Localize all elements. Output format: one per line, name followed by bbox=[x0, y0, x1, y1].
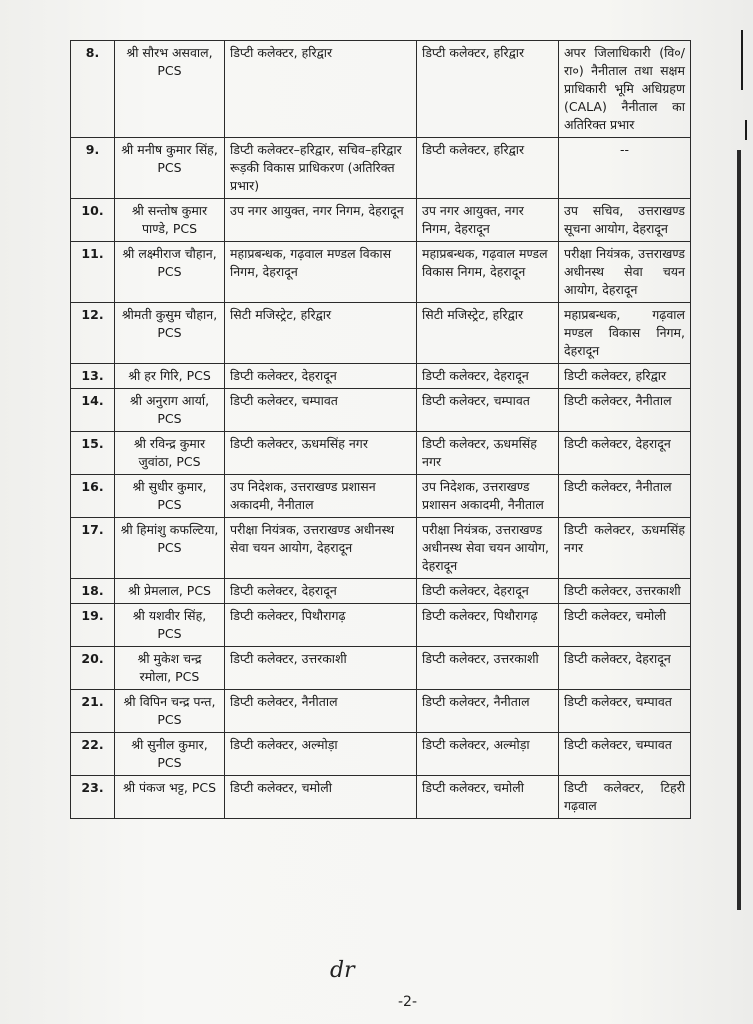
table-row bbox=[71, 475, 691, 518]
current-posting: डिप्टी कलेक्टर, हरिद्वार bbox=[225, 41, 417, 138]
new-posting: डिप्टी कलेक्टर, नैनीताल bbox=[417, 690, 559, 733]
additional-charge: डिप्टी कलेक्टर, टिहरी गढ़वाल bbox=[559, 776, 691, 819]
table-row bbox=[71, 604, 691, 647]
table-row bbox=[71, 579, 691, 604]
table-row bbox=[71, 41, 691, 138]
page-number: -2- bbox=[398, 994, 418, 1010]
serial-number: 12. bbox=[71, 303, 115, 364]
additional-charge: डिप्टी कलेक्टर, नैनीताल bbox=[559, 475, 691, 518]
officer-name: श्री पंकज भट्ट, PCS bbox=[115, 776, 225, 819]
additional-charge: डिप्टी कलेक्टर, नैनीताल bbox=[559, 389, 691, 432]
officer-name: श्रीमती कुसुम चौहान, PCS bbox=[115, 303, 225, 364]
serial-number: 22. bbox=[71, 733, 115, 776]
new-posting: डिप्टी कलेक्टर, देहरादून bbox=[417, 579, 559, 604]
transfer-table bbox=[70, 40, 691, 819]
transfer-table-body bbox=[71, 41, 691, 819]
table-row bbox=[71, 364, 691, 389]
serial-number: 23. bbox=[71, 776, 115, 819]
officer-name: श्री मनीष कुमार सिंह, PCS bbox=[115, 138, 225, 199]
current-posting: डिप्टी कलेक्टर, नैनीताल bbox=[225, 690, 417, 733]
new-posting: डिप्टी कलेक्टर, देहरादून bbox=[417, 364, 559, 389]
current-posting: डिप्टी कलेक्टर, चम्पावत bbox=[225, 389, 417, 432]
additional-charge: डिप्टी कलेक्टर, हरिद्वार bbox=[559, 364, 691, 389]
officer-name: श्री सौरभ असवाल, PCS bbox=[115, 41, 225, 138]
additional-charge: डिप्टी कलेक्टर, चमोली bbox=[559, 604, 691, 647]
current-posting: डिप्टी कलेक्टर, ऊधमसिंह नगर bbox=[225, 432, 417, 475]
current-posting: डिप्टी कलेक्टर, चमोली bbox=[225, 776, 417, 819]
current-posting: उप निदेशक, उत्तराखण्ड प्रशासन अकादमी, नैनीताल bbox=[225, 475, 417, 518]
new-posting: डिप्टी कलेक्टर, अल्मोड़ा bbox=[417, 733, 559, 776]
table-row bbox=[71, 389, 691, 432]
current-posting: डिप्टी कलेक्टर–हरिद्वार, सचिव–हरिद्वार रूड़की विकास प्राधिकरण (अतिरिक्त प्रभार) bbox=[225, 138, 417, 199]
new-posting: सिटी मजिस्ट्रेट, हरिद्वार bbox=[417, 303, 559, 364]
additional-charge: महाप्रबन्धक, गढ़वाल मण्डल विकास निगम, देहरादून bbox=[559, 303, 691, 364]
officer-name: श्री लक्ष्मीराज चौहान, PCS bbox=[115, 242, 225, 303]
table-row bbox=[71, 138, 691, 199]
officer-name: श्री विपिन चन्द्र पन्त, PCS bbox=[115, 690, 225, 733]
officer-name: श्री सुनील कुमार, PCS bbox=[115, 733, 225, 776]
serial-number: 19. bbox=[71, 604, 115, 647]
officer-name: श्री प्रेमलाल, PCS bbox=[115, 579, 225, 604]
current-posting: डिप्टी कलेक्टर, पिथौरागढ़ bbox=[225, 604, 417, 647]
additional-charge: डिप्टी कलेक्टर, चम्पावत bbox=[559, 733, 691, 776]
additional-charge: डिप्टी कलेक्टर, देहरादून bbox=[559, 647, 691, 690]
current-posting: परीक्षा नियंत्रक, उत्तराखण्ड अधीनस्थ सेवा चयन आयोग, देहरादून bbox=[225, 518, 417, 579]
table-row bbox=[71, 733, 691, 776]
officer-name: श्री मुकेश चन्द्र रमोला, PCS bbox=[115, 647, 225, 690]
new-posting: डिप्टी कलेक्टर, हरिद्वार bbox=[417, 41, 559, 138]
new-posting: डिप्टी कलेक्टर, पिथौरागढ़ bbox=[417, 604, 559, 647]
current-posting: उप नगर आयुक्त, नगर निगम, देहरादून bbox=[225, 199, 417, 242]
new-posting: डिप्टी कलेक्टर, चम्पावत bbox=[417, 389, 559, 432]
additional-charge: डिप्टी कलेक्टर, उत्तरकाशी bbox=[559, 579, 691, 604]
table-row bbox=[71, 242, 691, 303]
officer-name: श्री रविन्द्र कुमार जुवांठा, PCS bbox=[115, 432, 225, 475]
new-posting: डिप्टी कलेक्टर, हरिद्वार bbox=[417, 138, 559, 199]
table-row bbox=[71, 303, 691, 364]
serial-number: 18. bbox=[71, 579, 115, 604]
table-row bbox=[71, 199, 691, 242]
new-posting: परीक्षा नियंत्रक, उत्तराखण्ड अधीनस्थ सेवा चयन आयोग, देहरादून bbox=[417, 518, 559, 579]
additional-charge: उप सचिव, उत्तराखण्ड सूचना आयोग, देहरादून bbox=[559, 199, 691, 242]
serial-number: 21. bbox=[71, 690, 115, 733]
new-posting: उप नगर आयुक्त, नगर निगम, देहरादून bbox=[417, 199, 559, 242]
serial-number: 17. bbox=[71, 518, 115, 579]
new-posting: डिप्टी कलेक्टर, ऊधमसिंह नगर bbox=[417, 432, 559, 475]
serial-number: 16. bbox=[71, 475, 115, 518]
current-posting: डिप्टी कलेक्टर, उत्तरकाशी bbox=[225, 647, 417, 690]
additional-charge: परीक्षा नियंत्रक, उत्तराखण्ड अधीनस्थ सेवा चयन आयोग, देहरादून bbox=[559, 242, 691, 303]
new-posting: डिप्टी कलेक्टर, उत्तरकाशी bbox=[417, 647, 559, 690]
additional-charge: अपर जिलाधिकारी (वि०/रा०) नैनीताल तथा सक्षम प्राधिकारी भूमि अधिग्रहण (CALA) नैनीताल का अतिरिक्त प्रभार bbox=[559, 41, 691, 138]
officer-name: श्री हर गिरि, PCS bbox=[115, 364, 225, 389]
table-row bbox=[71, 432, 691, 475]
additional-charge: डिप्टी कलेक्टर, ऊधमसिंह नगर bbox=[559, 518, 691, 579]
officer-name: श्री सन्तोष कुमार पाण्डे, PCS bbox=[115, 199, 225, 242]
serial-number: 10. bbox=[71, 199, 115, 242]
serial-number: 20. bbox=[71, 647, 115, 690]
new-posting: उप निदेशक, उत्तराखण्ड प्रशासन अकादमी, नैनीताल bbox=[417, 475, 559, 518]
table-row bbox=[71, 647, 691, 690]
officer-name: श्री हिमांशु कफल्टिया, PCS bbox=[115, 518, 225, 579]
serial-number: 11. bbox=[71, 242, 115, 303]
serial-number: 13. bbox=[71, 364, 115, 389]
current-posting: डिप्टी कलेक्टर, देहरादून bbox=[225, 579, 417, 604]
new-posting: डिप्टी कलेक्टर, चमोली bbox=[417, 776, 559, 819]
current-posting: महाप्रबन्धक, गढ़वाल मण्डल विकास निगम, देहरादून bbox=[225, 242, 417, 303]
officer-name: श्री अनुराग आर्या, PCS bbox=[115, 389, 225, 432]
officer-name: श्री सुधीर कुमार, PCS bbox=[115, 475, 225, 518]
table-row bbox=[71, 690, 691, 733]
serial-number: 9. bbox=[71, 138, 115, 199]
serial-number: 15. bbox=[71, 432, 115, 475]
page-edge-marks bbox=[733, 0, 753, 1024]
current-posting: डिप्टी कलेक्टर, देहरादून bbox=[225, 364, 417, 389]
serial-number: 8. bbox=[71, 41, 115, 138]
additional-charge: डिप्टी कलेक्टर, देहरादून bbox=[559, 432, 691, 475]
officer-name: श्री यशवीर सिंह, PCS bbox=[115, 604, 225, 647]
current-posting: डिप्टी कलेक्टर, अल्मोड़ा bbox=[225, 733, 417, 776]
additional-charge: डिप्टी कलेक्टर, चम्पावत bbox=[559, 690, 691, 733]
table-row bbox=[71, 776, 691, 819]
additional-charge: -- bbox=[559, 138, 691, 199]
current-posting: सिटी मजिस्ट्रेट, हरिद्वार bbox=[225, 303, 417, 364]
serial-number: 14. bbox=[71, 389, 115, 432]
table-row bbox=[71, 518, 691, 579]
signature-mark: dr bbox=[330, 958, 355, 983]
new-posting: महाप्रबन्धक, गढ़वाल मण्डल विकास निगम, देहरादून bbox=[417, 242, 559, 303]
